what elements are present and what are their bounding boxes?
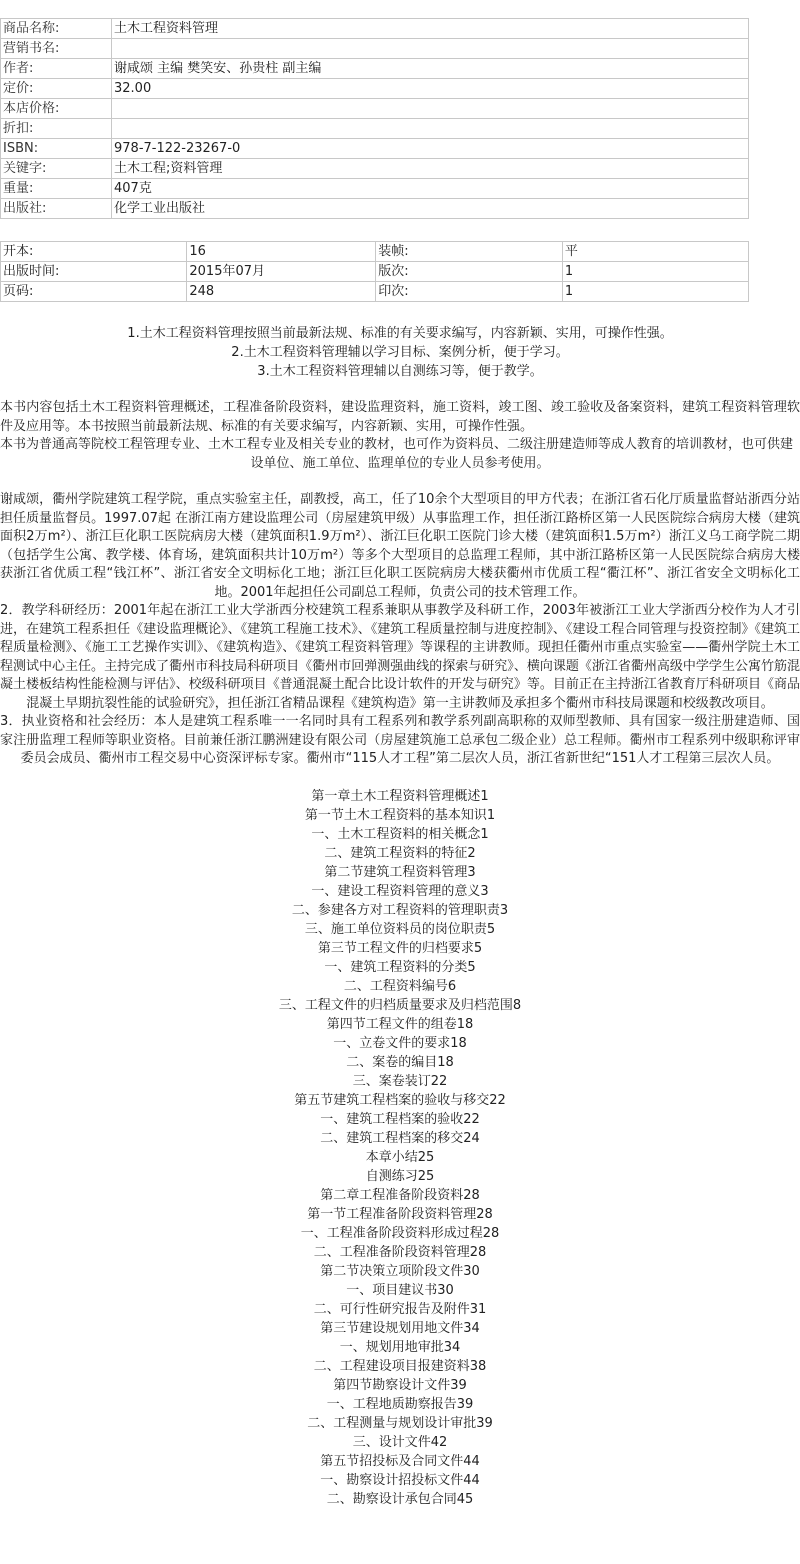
spec-label: 页码: <box>1 282 187 302</box>
toc-entry: 第三节工程文件的归档要求5 <box>317 940 483 956</box>
spec-value: 2015年07月 <box>187 262 376 282</box>
info-label: 作者: <box>1 59 112 79</box>
info-label: 出版社: <box>1 199 112 219</box>
toc-entry: 二、工程准备阶段资料管理28 <box>313 1244 487 1260</box>
toc-entry: 第四节工程文件的组卷18 <box>326 1016 474 1032</box>
toc-entry: 一、立卷文件的要求18 <box>333 1035 467 1051</box>
spec-label: 印次: <box>376 282 563 302</box>
toc-entry: 二、可行性研究报告及附件31 <box>313 1301 487 1317</box>
spec-label: 开本: <box>1 242 187 262</box>
toc-entry: 一、建筑工程档案的验收22 <box>320 1111 480 1127</box>
info-label: ISBN: <box>1 139 112 159</box>
info-row <box>1 99 749 119</box>
author-paragraph: 2．教学科研经历：2001年起在浙江工业大学浙西分校建筑工程系兼职从事教学及科研工作，2003年被浙江工业大学浙西分校作为人才引进，在建筑工程系担任《建设监理概论》、《建筑工程施工技术》、《建筑工程质量控制与进度控制》、《建设工程合同管理与投资控制》《建筑工程质量检测》、《施工工艺操作实训》、《建筑构造》、《建筑工程资料管理》等课程的主讲教师。现担任衢州市重点实验室——衢州学院土木工程测试中心主任。主持完成了衢州市科技局科研项目《衢州市回弹测强曲线的探索与研究》、横向课题《浙江省衢州高级中学学生公寓竹筋混凝土楼板结构性能检测与评估》、校级科研项目《普通混凝土配合比设计软件的开发与研究》等。目前正在主持浙江省教育厅科研项目《商品混凝土早期抗裂性能的试验研究》，担任浙江省精品课程《建筑构造》第一主讲教师及承担多个衢州市科技局课题和校级教改项目。 <box>0 603 800 711</box>
info-row <box>1 79 749 99</box>
feature-item: 1.土木工程资料管理按照当前最新法规、标准的有关要求编写，内容新颖、实用，可操作性强。 <box>127 326 673 341</box>
info-value <box>112 39 749 59</box>
info-label: 折扣: <box>1 119 112 139</box>
spec-row <box>1 262 749 282</box>
toc-entry: 第一节工程准备阶段资料管理28 <box>307 1206 493 1222</box>
toc-entry: 第一节土木工程资料的基本知识1 <box>304 807 496 823</box>
spec-value: 248 <box>187 282 376 302</box>
toc-entry: 三、案卷装订22 <box>352 1073 448 1089</box>
info-value: 化学工业出版社 <box>112 199 749 219</box>
feature-item: 3.土木工程资料管理辅以自测练习等，便于教学。 <box>257 364 543 379</box>
toc-entry: 第五节招投标及合同文件44 <box>320 1453 480 1469</box>
info-row <box>1 199 749 219</box>
toc-entry: 二、工程建设项目报建资料38 <box>313 1358 487 1374</box>
info-row <box>1 179 749 199</box>
info-value: 谢咸颂 主编 樊笑安、孙贵柱 副主编 <box>112 59 749 79</box>
info-label: 营销书名: <box>1 39 112 59</box>
toc-entry: 二、建筑工程档案的移交24 <box>320 1130 480 1146</box>
toc-entry: 一、勘察设计招投标文件44 <box>320 1472 480 1488</box>
info-label: 重量: <box>1 179 112 199</box>
toc-entry: 三、工程文件的归档质量要求及归档范围8 <box>278 997 522 1013</box>
toc-entry: 二、勘察设计承包合同45 <box>326 1491 474 1507</box>
toc-entry: 一、建设工程资料管理的意义3 <box>311 883 489 899</box>
spec-label: 装帧: <box>376 242 563 262</box>
toc-entry: 三、施工单位资料员的岗位职责5 <box>304 921 496 937</box>
info-row <box>1 159 749 179</box>
toc-entry: 第四节勘察设计文件39 <box>333 1377 467 1393</box>
toc-entry: 第一章土木工程资料管理概述1 <box>311 788 489 804</box>
toc-entry: 一、规划用地审批34 <box>339 1339 461 1355</box>
info-row <box>1 59 749 79</box>
toc-entry: 二、工程资料编号6 <box>343 978 457 994</box>
toc-entry: 一、建筑工程资料的分类5 <box>324 959 476 975</box>
spec-value: 平 <box>562 242 748 262</box>
spec-row <box>1 282 749 302</box>
feature-item: 2.土木工程资料管理辅以学习目标、案例分析，便于学习。 <box>231 345 569 360</box>
spec-value: 1 <box>562 282 748 302</box>
info-label: 商品名称: <box>1 19 112 39</box>
toc-entry: 自测练习25 <box>365 1168 435 1184</box>
author-bio <box>0 491 800 769</box>
toc-entry: 三、设计文件42 <box>352 1434 448 1450</box>
spec-value: 1 <box>562 262 748 282</box>
info-value <box>112 119 749 139</box>
info-value <box>112 99 749 119</box>
info-label: 本店价格: <box>1 99 112 119</box>
toc-entry: 一、项目建议书30 <box>346 1282 454 1298</box>
info-label: 关键字: <box>1 159 112 179</box>
info-value: 土木工程资料管理 <box>112 19 749 39</box>
info-row <box>1 19 749 39</box>
toc-entry: 一、工程准备阶段资料形成过程28 <box>300 1225 500 1241</box>
product-info-table <box>0 18 749 219</box>
info-row <box>1 139 749 159</box>
info-value: 土木工程;资料管理 <box>112 159 749 179</box>
info-row <box>1 119 749 139</box>
spec-table <box>0 241 749 302</box>
toc-entry: 二、建筑工程资料的特征2 <box>324 845 476 861</box>
toc-entry: 二、参建各方对工程资料的管理职责3 <box>291 902 509 918</box>
author-paragraph: 谢咸颂，衢州学院建筑工程学院，重点实验室主任，副教授，高工，任了10余个大型项目的甲方代表；在浙江省石化厅质量监督站浙西分站担任质量监督员。1997.07起 在浙江南方建设监理公司（房屋建筑甲级）从事监理工作，担任浙江路桥区第一人民医院综合病房大楼（建筑面积2万m²）、浙江巨化职工医院病房大楼（建筑面积1.9万m²）、浙江巨化职工医院门诊大楼（建筑面积1.5万m²）浙江义乌工商学院二期（包括学生公寓、教学楼、体育场，建筑面积共计10万m²）等多个大型项目的总监理工程师，其中浙江路桥区第一人民医院综合病房大楼获浙江省优质工程“钱江杯”、浙江省安全文明标化工地；浙江巨化职工医院病房大楼获衢州市优质工程“衢江杯”、浙江省安全文明标化工地。2001年起担任公司副总工程师，负责公司的技术管理工作。 <box>0 492 800 600</box>
info-value: 978-7-122-23267-0 <box>112 139 749 159</box>
feature-list <box>0 324 800 381</box>
toc-entry: 一、土木工程资料的相关概念1 <box>311 826 489 842</box>
intro-paragraph: 本书为普通高等院校工程管理专业、土木工程专业及相关专业的教材，也可作为资料员、二级注册建造师等成人教育的培训教材，也可供建设单位、施工单位、监理单位的专业人员参考使用。 <box>0 437 794 471</box>
toc-entry: 一、工程地质勘察报告39 <box>326 1396 474 1412</box>
spec-value: 16 <box>187 242 376 262</box>
author-paragraph: 3．执业资格和社会经历：本人是建筑工程系唯一一名同时具有工程系列和教学系列副高职称的双师型教师、具有国家一级注册建造师、国家注册监理工程师等职业资格。目前兼任浙江鹏洲建设有限公司（房屋建筑施工总承包二级企业）总工程师。衢州市工程系列中级职称评审委员会成员、衢州市工程交易中心资深评标专家。衢州市“115人才工程”第二层次人员，浙江省新世纪“151人才工程第三层次人员。 <box>0 714 800 766</box>
toc-entry: 二、案卷的编目18 <box>346 1054 454 1070</box>
toc-entry: 第五节建筑工程档案的验收与移交22 <box>294 1092 506 1108</box>
toc-entry: 二、工程测量与规划设计审批39 <box>307 1415 493 1431</box>
toc-entry: 本章小结25 <box>365 1149 435 1165</box>
intro-paragraph: 本书内容包括土木工程资料管理概述，工程准备阶段资料，建设监理资料，施工资料，竣工图、竣工验收及备案资料，建筑工程资料管理软件及应用等。本书按照当前最新法规、标准的有关要求编写，内容新颖、实用，可操作性强。 <box>0 400 800 434</box>
info-row <box>1 39 749 59</box>
toc-entry: 第二节建筑工程资料管理3 <box>324 864 476 880</box>
toc-entry: 第二章工程准备阶段资料28 <box>320 1187 480 1203</box>
toc-entry: 第二节决策立项阶段文件30 <box>320 1263 480 1279</box>
toc-entry: 第三节建设规划用地文件34 <box>320 1320 480 1336</box>
info-value: 32.00 <box>112 79 749 99</box>
spec-label: 版次: <box>376 262 563 282</box>
table-of-contents <box>0 787 800 1509</box>
content-intro <box>0 399 800 473</box>
info-label: 定价: <box>1 79 112 99</box>
spec-row <box>1 242 749 262</box>
info-value: 407克 <box>112 179 749 199</box>
spec-label: 出版时间: <box>1 262 187 282</box>
